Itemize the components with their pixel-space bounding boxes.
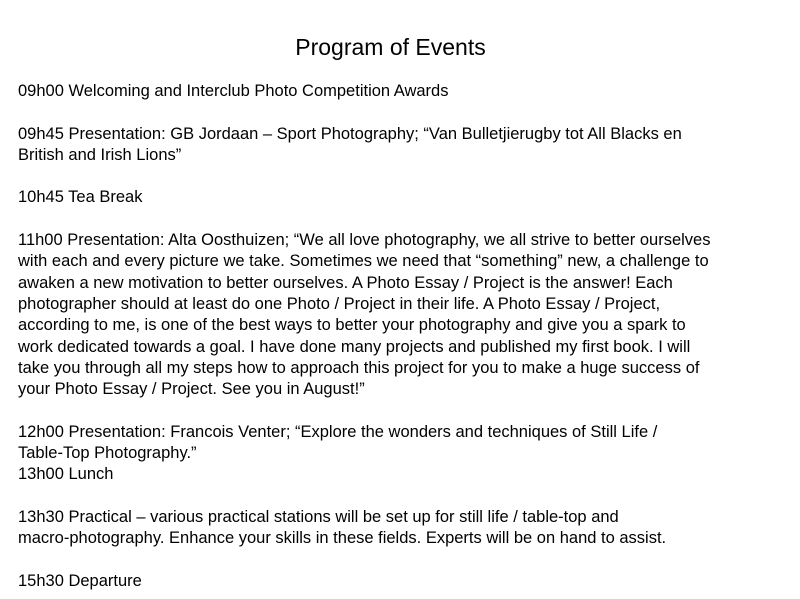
program-entry-welcoming: [18, 81, 778, 102]
entry-text-line: work dedicated towards a goal. I have done many projects and published my first book. I will: [18, 337, 691, 356]
entry-text-line: 13h30 Practical – various practical stations will be set up for still life / table-top and: [18, 507, 619, 526]
program-entry-still-life: [18, 422, 778, 465]
program-entry-departure: [18, 571, 778, 592]
entry-text-line: photographer should at least do one Photo / Project in their life. A Photo Essay / Project,: [18, 294, 661, 313]
entry-text-line: 13h00 Lunch: [18, 465, 114, 484]
entry-text-line: 09h45 Presentation: GB Jordaan – Sport Photography; “Van Bulletjierugby tot All Blacks en: [18, 124, 682, 143]
entry-text-line: 11h00 Presentation: Alta Oosthuizen; “We all love photography, we all strive to better ourselves: [18, 231, 711, 250]
document-title: Program of Events: [295, 34, 486, 60]
program-entry-lunch: [18, 464, 778, 485]
program-entry-tea-break: [18, 187, 778, 208]
entry-text-line: 10h45 Tea Break: [18, 188, 143, 207]
entry-text-line: British and Irish Lions”: [18, 145, 182, 164]
entry-text-line: 15h30 Departure: [18, 571, 142, 590]
program-list: [18, 81, 778, 592]
entry-text-line: take you through all my steps how to approach this project for you to make a huge success of: [18, 358, 700, 377]
entry-text-line: 09h00 Welcoming and Interclub Photo Competition Awards: [18, 82, 449, 100]
entry-text-line: macro-photography. Enhance your skills in these fields. Experts will be on hand to assist.: [18, 529, 667, 548]
entry-text-line: 12h00 Presentation: Francois Venter; “Explore the wonders and techniques of Still Life /: [18, 422, 658, 441]
program-entry-photo-essay: [18, 230, 778, 400]
program-entry-practical: [18, 507, 778, 550]
program-entry-sport-photography: [18, 124, 778, 167]
entry-text-line: Table-Top Photography.”: [18, 444, 197, 463]
entry-text-line: with each and every picture we take. Sometimes we need that “something” new, a challenge to: [18, 252, 709, 271]
entry-text-line: your Photo Essay / Project. See you in August!”: [18, 380, 365, 399]
entry-text-line: awaken a new motivation to better ourselves. A Photo Essay / Project is the answer! Each: [18, 273, 673, 292]
entry-text-line: according to me, is one of the best ways to better your photography and give you a spark to: [18, 316, 686, 335]
